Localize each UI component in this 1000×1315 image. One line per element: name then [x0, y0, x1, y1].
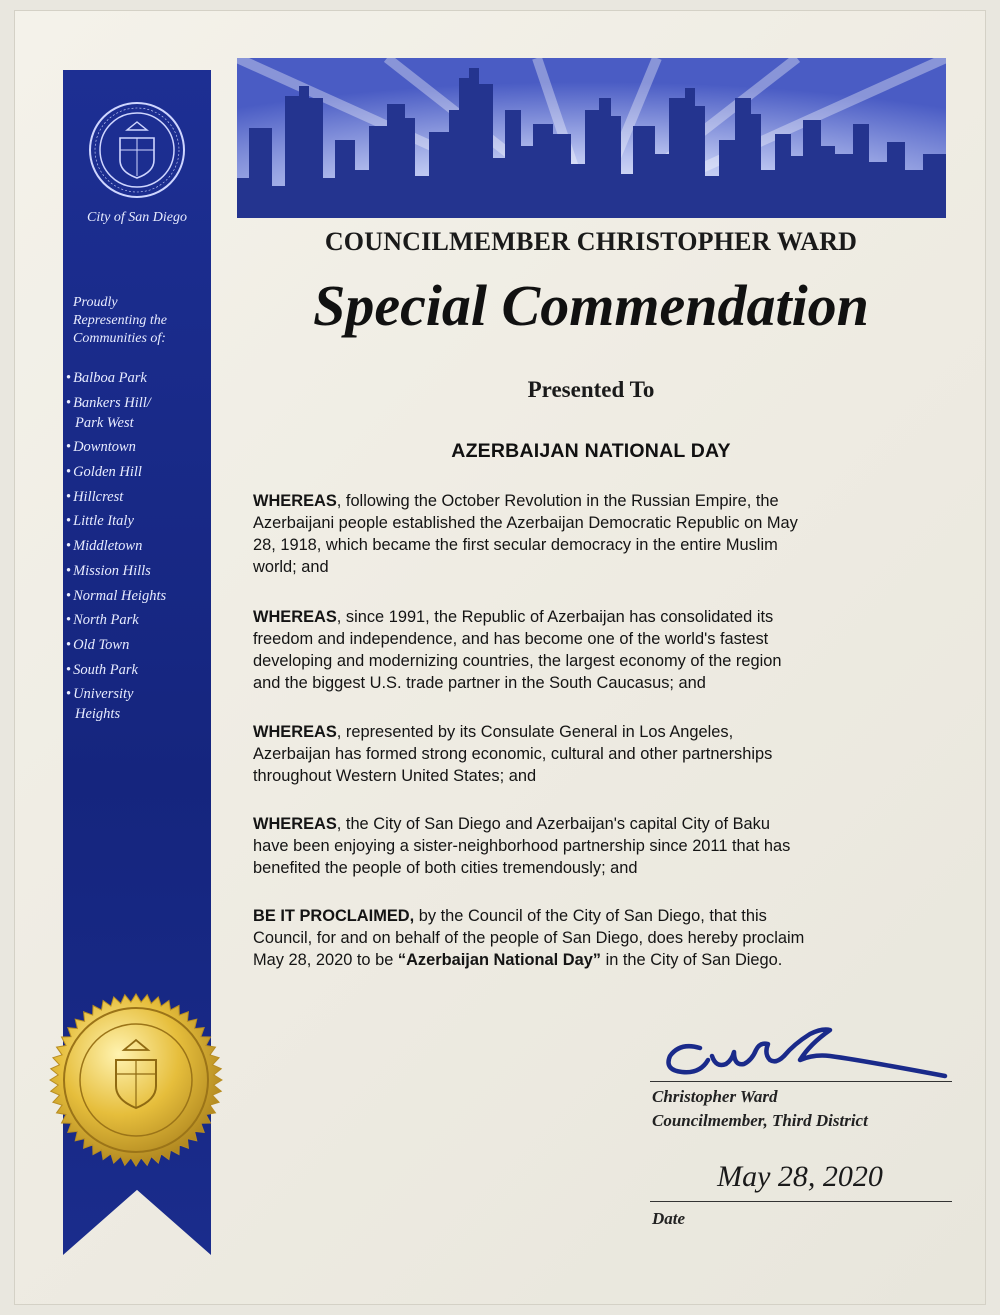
community-item: • Downtown	[66, 437, 206, 457]
city-seal-icon	[87, 100, 187, 200]
community-item: • Bankers Hill/ Park West	[66, 393, 206, 433]
ribbon-intro	[73, 294, 203, 348]
date-line	[650, 1201, 952, 1202]
community-item: • Normal Heights	[66, 586, 206, 606]
whereas-paragraph: WHEREAS, represented by its Consulate General in Los Angeles, Azerbaijan has formed strong economic, cultural and other partnerships throughout Western United States; and	[253, 723, 773, 785]
whereas-paragraph: WHEREAS, the City of San Diego and Azerbaijan's capital City of Baku have been enjoying a sister-neighborhood partnership since 2011 that has benefited the people of both cities tremendously; and	[253, 815, 791, 877]
community-item: • Golden Hill	[66, 462, 206, 482]
signer-title: Councilmember, Third District	[652, 1111, 868, 1130]
presented-to-label: Presented To	[527, 377, 655, 402]
city-name: City of San Diego	[87, 210, 187, 225]
communities-list	[66, 368, 206, 729]
community-item: • Middletown	[66, 536, 206, 556]
community-item: • Little Italy	[66, 511, 206, 531]
community-item: • South Park	[66, 660, 206, 680]
councilmember-heading: COUNCILMEMBER CHRISTOPHER WARD	[324, 227, 858, 256]
skyline-banner	[237, 58, 946, 218]
community-item: • Balboa Park	[66, 368, 206, 388]
community-item: • North Park	[66, 610, 206, 630]
community-item: • Mission Hills	[66, 561, 206, 581]
signature-line	[650, 1081, 952, 1082]
gold-seal-icon	[30, 990, 242, 1170]
signature-date: May 28, 2020	[717, 1160, 883, 1193]
honoree-name: AZERBAIJAN NATIONAL DAY	[451, 440, 731, 462]
community-item: • Old Town	[66, 635, 206, 655]
commendation-title: Special Commendation	[313, 273, 869, 338]
community-item: • University Heights	[66, 684, 206, 724]
whereas-paragraph: WHEREAS, following the October Revolution in the Russian Empire, the Azerbaijani people established the Azerbaijan Democratic Republic on May 28, 1918, which became the first secular democracy in the entire Muslim world; and	[253, 492, 798, 576]
intro-line: Communities of:	[73, 331, 166, 346]
signer-name: Christopher Ward	[652, 1087, 778, 1106]
whereas-paragraph: WHEREAS, since 1991, the Republic of Azerbaijan has consolidated its freedom and independence, and has become one of the world's fastest developing and modernizing countries, the largest economy of the region and the biggest U.S. trade partner in the South Caucasus; and	[253, 608, 782, 692]
date-label: Date	[652, 1209, 686, 1228]
proclamation-paragraph: BE IT PROCLAIMED, by the Council of the City of San Diego, that this Council, for and on behalf of the people of San Diego, does hereby proclaim May 28, 2020 to be “Azerbaijan National Day” in the City of San Diego.	[253, 907, 805, 969]
intro-line: Representing the	[73, 313, 167, 328]
intro-line: Proudly	[73, 295, 118, 310]
handwritten-signature	[660, 1020, 950, 1090]
community-item: • Hillcrest	[66, 487, 206, 507]
